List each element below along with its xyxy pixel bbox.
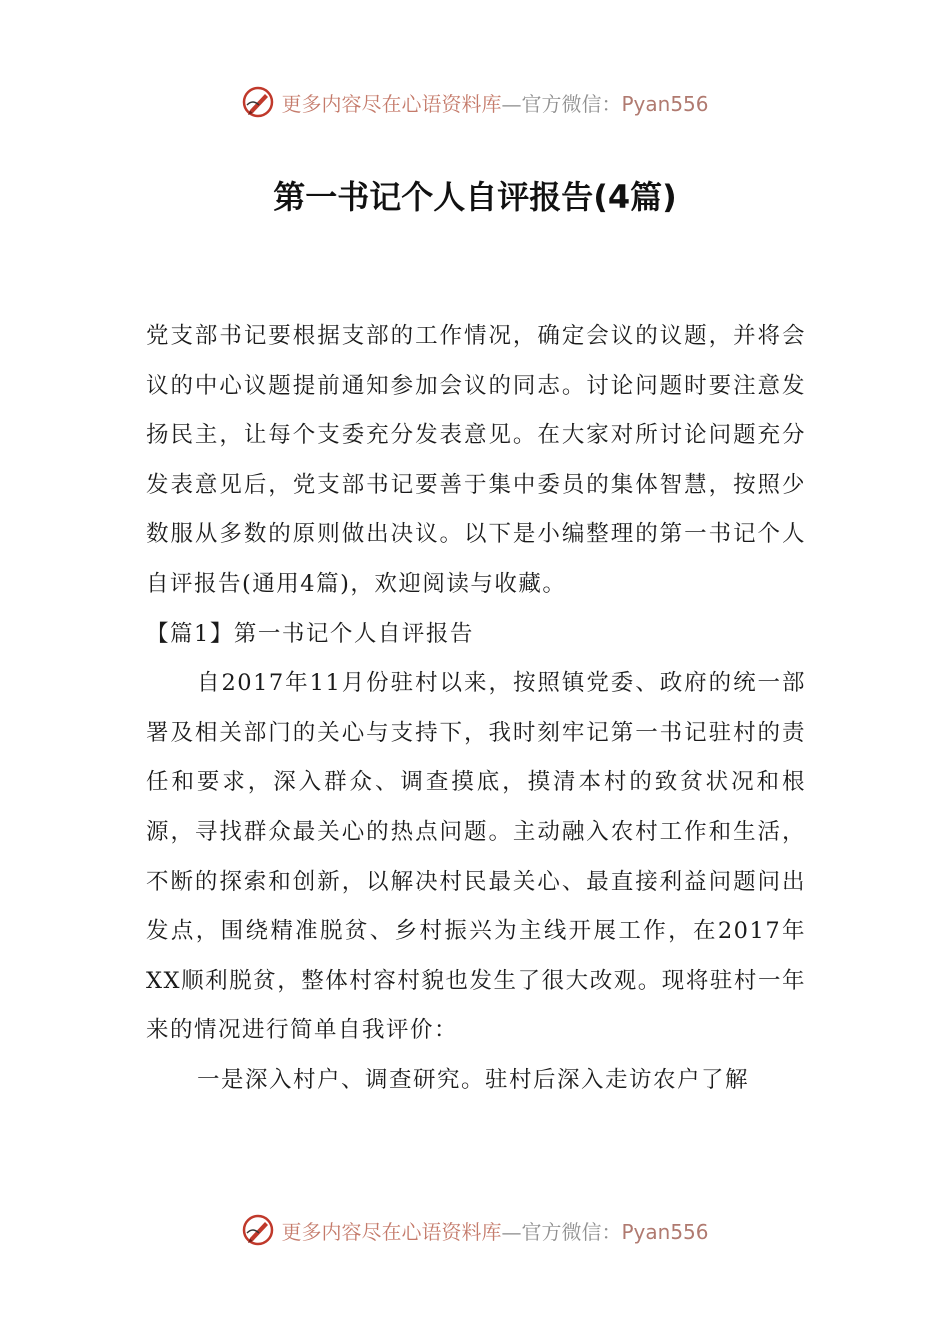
intro-paragraph: 党支部书记要根据支部的工作情况，确定会议的议题，并将会议的中心议题提前通知参加会议的同志。讨论问题时要注意发扬民主，让每个支委充分发表意见。在大家对所讨论问题充分发表意见后，党支部书记要善于集中委员的集体智慧，按照少数服从多数的原则做出决议。以下是小编整理的第一书记个人自评报告(通用4篇)，欢迎阅读与收藏。 <box>146 323 806 597</box>
wechat-id: Pyan556 <box>621 1219 709 1244</box>
document-body <box>146 312 806 1106</box>
watermark-text: 更多内容尽在心语资料库 <box>281 1219 502 1244</box>
wechat-label: 官方微信： <box>521 1219 622 1244</box>
body-paragraph-1: 自2017年11月份驻村以来，按照镇党委、政府的统一部署及相关部门的关心与支持下，我时刻牢记第一书记驻村的责任和要求，深入群众、调查摸底，摸清本村的致贫状况和根源，寻找群众最关心的热点问题。主动融入农村工作和生活，不断的探索和创新，以解决村民最关心、最直接利益问题问出发点，围绕精准脱贫、乡村振兴为主线开展工作，在2017年XX顺利脱贫，整体村容村貌也发生了很大改观。现将驻村一年来的情况进行简单自我评价： <box>146 670 806 1044</box>
wechat-label: 官方微信： <box>521 91 622 116</box>
pen-logo-icon <box>241 1213 275 1247</box>
body-paragraph-2: 一是深入村户、调查研究。驻村后深入走访农户了解 <box>197 1066 750 1093</box>
section-heading: 【篇1】第一书记个人自评报告 <box>146 620 474 647</box>
watermark-text: 更多内容尽在心语资料库 <box>281 91 502 116</box>
watermark-footer <box>0 1210 950 1250</box>
document-title: 第一书记个人自评报告(4篇) <box>273 178 677 216</box>
wechat-id: Pyan556 <box>621 91 709 116</box>
pen-logo-icon <box>241 85 275 119</box>
watermark-header <box>0 82 950 122</box>
watermark-separator: — <box>501 91 522 116</box>
watermark-separator: — <box>501 1219 522 1244</box>
